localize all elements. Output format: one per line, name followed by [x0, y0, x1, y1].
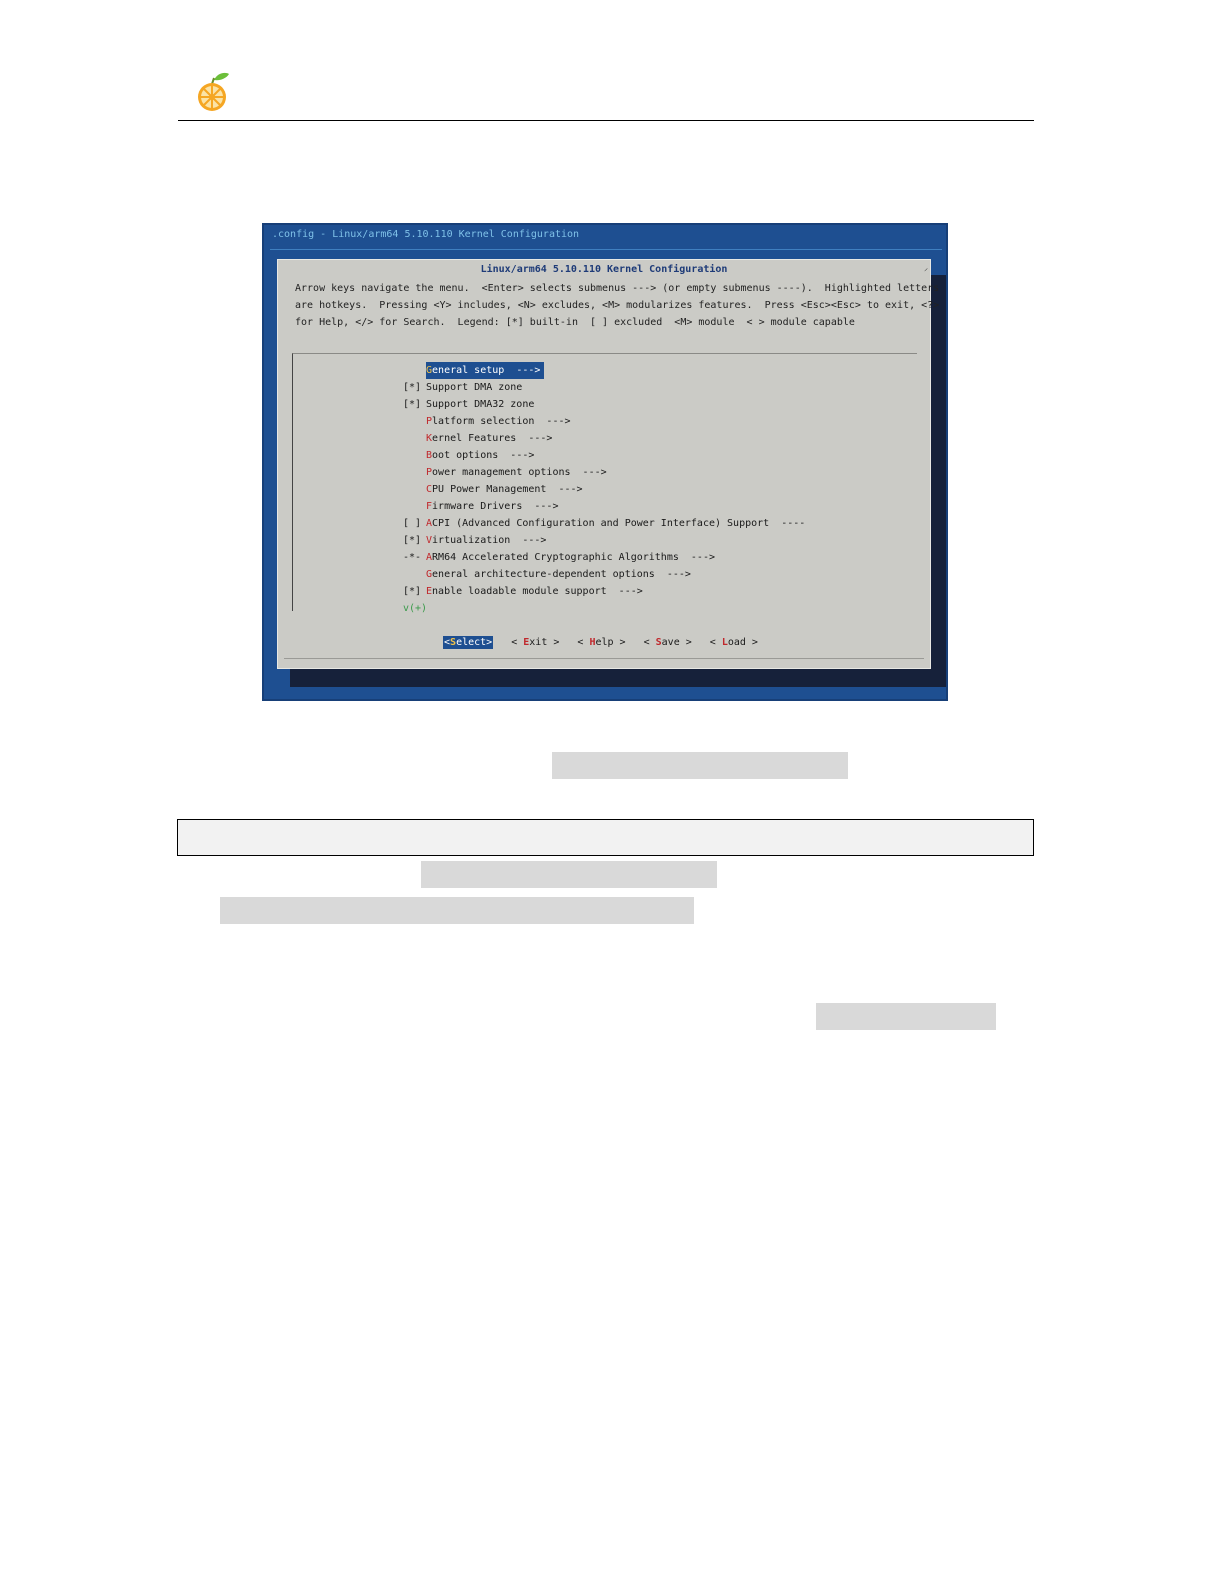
- menu-item-hotkey: A: [426, 518, 433, 529]
- menu-item-hotkey: P: [426, 467, 433, 478]
- menu-item[interactable]: [403, 362, 805, 379]
- menu-item-text: RM64 Accelerated Cryptographic Algorithms --->: [432, 552, 715, 563]
- highlighted-text-bar: [552, 752, 848, 779]
- menu-item-marker: [*]: [403, 399, 422, 410]
- menu-item-marker: [*]: [403, 586, 422, 597]
- menu-item-label: [426, 535, 546, 546]
- menu-item-text: oot options --->: [432, 450, 535, 461]
- scroll-up-marker: ⸍: [924, 267, 928, 276]
- menu-item[interactable]: [403, 447, 805, 464]
- menu-item-label: [426, 501, 558, 512]
- button-exit[interactable]: [511, 637, 559, 648]
- menu-item-hotkey: G: [426, 365, 433, 376]
- button-text-hot: L: [721, 637, 728, 648]
- button-text-pre: <: [511, 637, 524, 648]
- help-line: Arrow keys navigate the menu. <Enter> selects submenus ---> (or empty submenus ----). Highlighted letters: [295, 283, 940, 294]
- header-divider: [178, 120, 1034, 121]
- button-help[interactable]: [577, 637, 625, 648]
- menu-item-text: eneral setup --->: [432, 365, 541, 376]
- menu-item[interactable]: [403, 430, 805, 447]
- menu-item-label: [426, 569, 691, 580]
- orange-fruit-logo-icon: [192, 70, 232, 112]
- highlighted-text-bar: [421, 861, 717, 888]
- menu-item-label: [426, 467, 607, 478]
- menu-list-box: [292, 353, 917, 614]
- menu-item[interactable]: [403, 532, 805, 549]
- menu-item[interactable]: [403, 464, 805, 481]
- menu-item-label: [426, 399, 534, 410]
- menu-item[interactable]: [403, 413, 805, 430]
- menu-item-text: latform selection --->: [432, 416, 571, 427]
- button-text-hot: E: [523, 637, 530, 648]
- button-text-post: >: [679, 637, 692, 648]
- menu-item-text: PU Power Management --->: [432, 484, 583, 495]
- button-text-pre: <: [709, 637, 722, 648]
- menu-item-marker: [ ]: [403, 518, 422, 529]
- button-select[interactable]: [443, 636, 493, 649]
- highlighted-text-bar: [220, 897, 694, 924]
- command-box: [177, 819, 1034, 856]
- button-text-pre: <: [577, 637, 590, 648]
- button-save[interactable]: [644, 637, 692, 648]
- menu-item[interactable]: [403, 498, 805, 515]
- menu-item-text: Support DMA32 zone: [426, 399, 535, 410]
- menu-item-label: [426, 518, 805, 529]
- menu-item-label: [426, 552, 715, 563]
- menu-item-hotkey: G: [426, 569, 433, 580]
- button-text-post: >: [613, 637, 626, 648]
- help-text: [295, 280, 939, 331]
- button-text-hot: H: [589, 637, 596, 648]
- menu-item-hotkey: P: [426, 416, 433, 427]
- button-text-rest: elect: [456, 637, 487, 648]
- menu-item-text: ower management options --->: [432, 467, 607, 478]
- menu-item[interactable]: [403, 549, 805, 566]
- menu-item-text: Support DMA zone: [426, 382, 523, 393]
- button-text-rest: oad: [727, 637, 746, 648]
- config-dialog: [277, 259, 940, 669]
- menu-item[interactable]: [403, 583, 805, 600]
- menu-item-hotkey: F: [426, 501, 433, 512]
- button-text-rest: elp: [595, 637, 614, 648]
- dialog-title: Linux/arm64 5.10.110 Kernel Configuration: [480, 264, 728, 275]
- button-text-rest: ave: [661, 637, 680, 648]
- menu-item[interactable]: [403, 515, 805, 532]
- terminal-window-title: .config - Linux/arm64 5.10.110 Kernel Configuration: [272, 229, 580, 240]
- button-text-post: >: [745, 637, 758, 648]
- button-text-rest: xit: [529, 637, 548, 648]
- menu-item-marker: -*-: [403, 552, 422, 563]
- title-divider: [270, 249, 942, 250]
- button-load[interactable]: [710, 637, 758, 648]
- menu-item-marker: [*]: [403, 382, 422, 393]
- menu-item-hotkey: K: [426, 433, 433, 444]
- menu-item-label: [426, 433, 552, 444]
- menu-item-label: [426, 382, 522, 393]
- menu-item-text: ernel Features --->: [432, 433, 553, 444]
- menu-item[interactable]: [403, 481, 805, 498]
- menu-item-label: [426, 450, 534, 461]
- menu-item-hotkey: V: [426, 535, 433, 546]
- menu-item-text: irtualization --->: [432, 535, 547, 546]
- menu-item[interactable]: [403, 566, 805, 583]
- menu-item-label: [426, 416, 571, 427]
- menu-items: [403, 362, 805, 617]
- menu-item-label: [426, 586, 643, 597]
- menu-item-text: irmware Drivers --->: [432, 501, 559, 512]
- kernel-menuconfig-screenshot: [262, 223, 948, 701]
- menu-item-hotkey: A: [426, 552, 433, 563]
- highlighted-text-bar: [816, 1003, 996, 1030]
- menu-item-label: [426, 362, 544, 379]
- help-line: for Help, </> for Search. Legend: [*] built-in [ ] excluded <M> module < > module capable: [295, 317, 855, 328]
- dialog-bottom-divider: [284, 658, 924, 659]
- more-items-indicator: v(+): [403, 603, 428, 614]
- menu-item-hotkey: B: [426, 450, 433, 461]
- button-text-pre: <: [643, 637, 656, 648]
- menu-item-marker: [*]: [403, 535, 422, 546]
- menu-item[interactable]: [403, 396, 805, 413]
- menu-item-label: [426, 484, 583, 495]
- menu-item-hotkey: C: [426, 484, 433, 495]
- button-text-pre: <: [444, 637, 451, 648]
- button-text-hot: S: [450, 637, 457, 648]
- button-row: [443, 636, 776, 649]
- menu-item-text: CPI (Advanced Configuration and Power Interface) Support ----: [432, 518, 806, 529]
- button-text-hot: S: [655, 637, 662, 648]
- menu-item[interactable]: [403, 379, 805, 396]
- help-line: are hotkeys. Pressing <Y> includes, <N> excludes, <M> modularizes features. Press <Esc><Esc> to exit, <?>: [295, 300, 940, 311]
- button-text-post: >: [486, 637, 493, 648]
- menu-item-hotkey: E: [426, 586, 433, 597]
- button-text-post: >: [547, 637, 560, 648]
- menu-item-text: nable loadable module support --->: [432, 586, 643, 597]
- menu-item-text: eneral architecture-dependent options --->: [432, 569, 691, 580]
